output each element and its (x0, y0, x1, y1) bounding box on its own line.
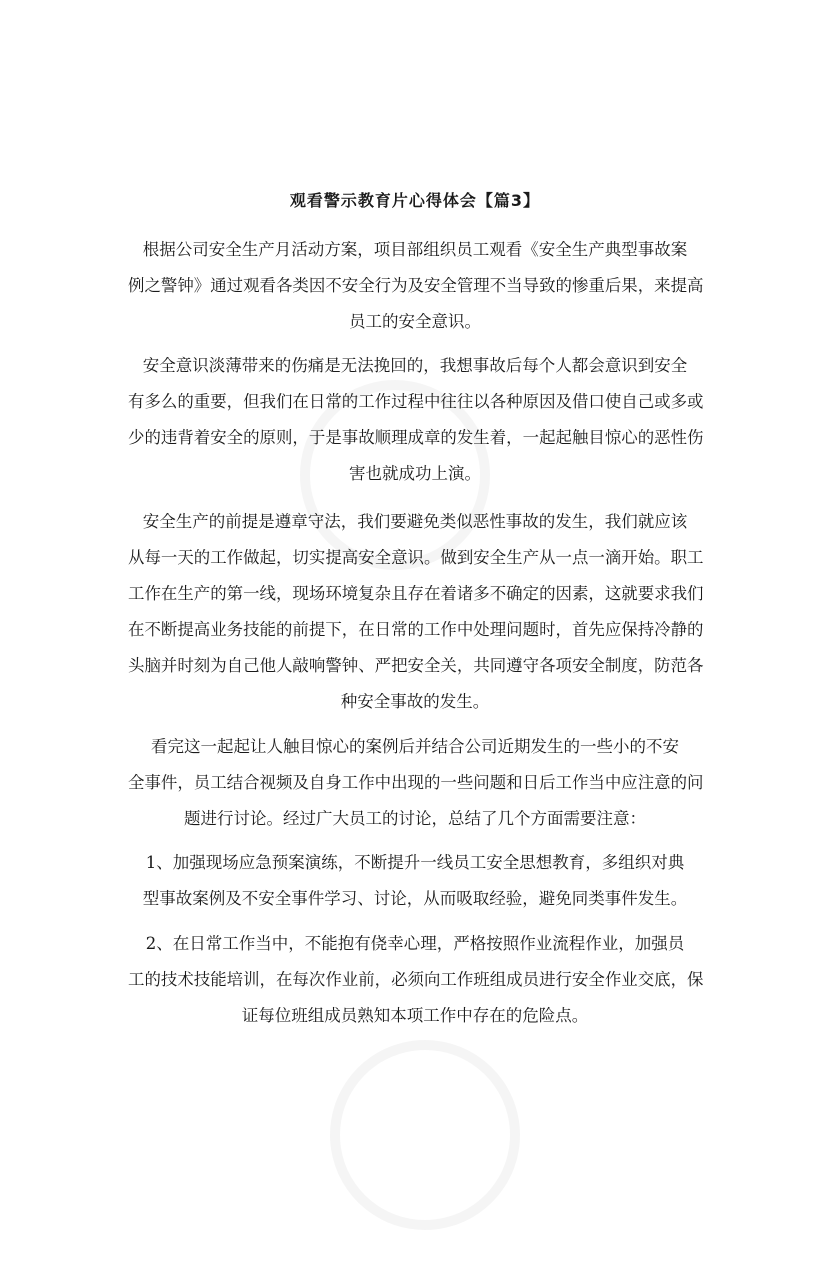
paragraph-line: 害也就成功上演。 (349, 464, 481, 483)
paragraph-line: 从每一天的工作做起，切实提高安全意识。做到安全生产从一点一滴开始。职工 (127, 548, 704, 567)
paragraph-1 (127, 232, 703, 340)
watermark-mark (293, 1003, 558, 1267)
paragraph-4 (127, 729, 703, 837)
paragraph-line: 全事件，员工结合视频及自身工作中出现的一些问题和日后工作当中应注意的问 (127, 773, 704, 792)
paragraph-line: 种安全事故的发生。 (340, 692, 490, 711)
paragraph-line: 证每位班组成员熟知本项工作中存在的危险点。 (241, 1006, 589, 1025)
paragraph-line: 看完这一起起让人触目惊心的案例后并结合公司近期发生的一些小的不安 (151, 737, 679, 756)
paragraph-line: 员工的安全意识。 (349, 312, 481, 331)
paragraph-line: 根据公司安全生产月活动方案，项目部组织员工观看《安全生产典型事故案 (142, 240, 688, 259)
paragraph-line: 安全生产的前提是遵章守法，我们要避免类似恶性事故的发生，我们就应该 (142, 512, 688, 531)
paragraph-line: 例之警钟》通过观看各类因不安全行为及安全管理不当导致的惨重后果，来提高 (127, 276, 704, 295)
paragraph-line: 少的违背着安全的原则，于是事故顺理成章的发生着，一起起触目惊心的恶性伤 (127, 428, 704, 447)
paragraph-line: 有多么的重要，但我们在日常的工作过程中往往以各种原因及借口使自己或多或 (127, 392, 704, 411)
paragraph-line: 型事故案例及不安全事件学习、讨论，从而吸取经验，避免同类事件发生。 (142, 889, 688, 908)
paragraph-line: 题进行讨论。经过广大员工的讨论，总结了几个方面需要注意： (184, 809, 646, 828)
paragraph-3 (127, 504, 703, 720)
paragraph-line: 在不断提高业务技能的前提下，在日常的工作中处理问题时，首先应保持冷静的 (127, 620, 704, 639)
paragraph-line: 头脑并时刻为自己他人敲响警钟、严把安全关，共同遵守各项安全制度，防范各 (127, 656, 704, 675)
paragraph-line: 工的技术技能培训，在每次作业前，必须向工作班组成员进行安全作业交底，保 (127, 970, 704, 989)
paragraph-2 (127, 348, 703, 492)
paragraph-line: 工作在生产的第一线，现场环境复杂且存在着诸多不确定的因素，这就要求我们 (127, 584, 704, 603)
paragraph-line: 1、加强现场应急预案演练，不断提升一线员工安全思想教育，多组织对典 (145, 853, 685, 872)
paragraph-5 (127, 845, 703, 917)
paragraph-line: 安全意识淡薄带来的伤痛是无法挽回的，我想事故后每个人都会意识到安全 (142, 356, 688, 375)
paragraph-6 (127, 926, 703, 1034)
paragraph-line: 2、在日常工作当中，不能抱有侥幸心理，严格按照作业流程作业，加强员 (145, 934, 685, 953)
document-title: 观看警示教育片心得体会【篇3】 (289, 191, 541, 210)
